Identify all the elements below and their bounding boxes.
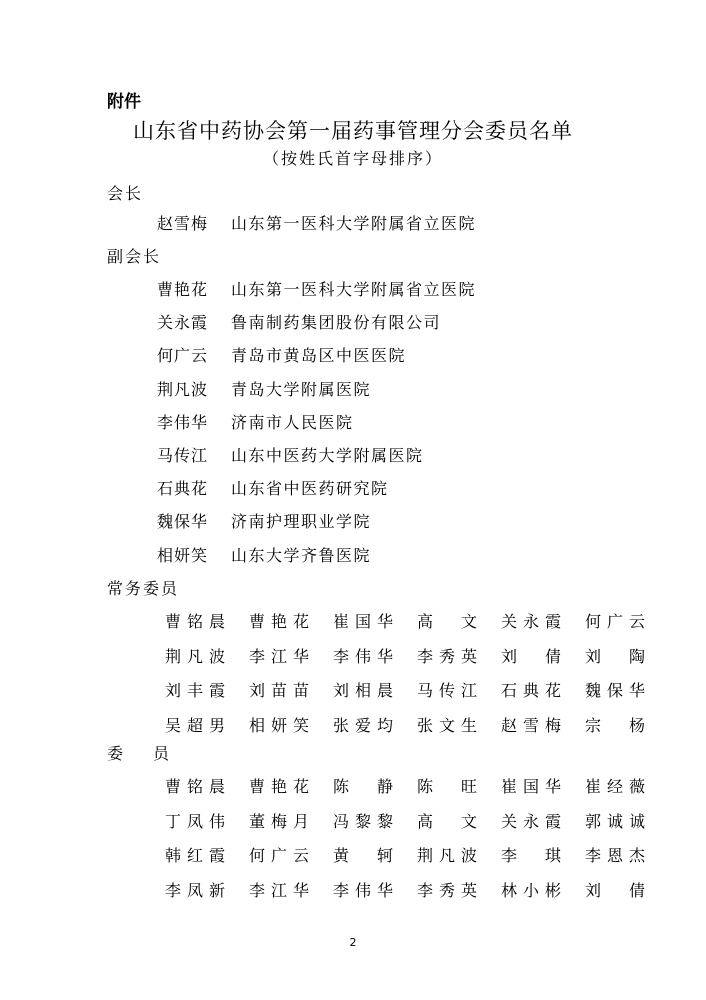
- standing-member-row: [165, 715, 645, 737]
- section-title-president: 会长: [107, 184, 144, 203]
- member-row: [165, 845, 645, 867]
- member-row: [165, 880, 645, 902]
- member-name: 董梅月: [249, 811, 309, 831]
- member-name: 郭诚诚: [585, 811, 645, 831]
- member-name: 李恩杰: [585, 846, 645, 865]
- member-name: 张文生: [417, 715, 477, 735]
- vice-president-entry: [157, 279, 476, 301]
- person-name: 石典花: [157, 479, 209, 499]
- person-organization: 山东中医药大学附属医院: [231, 446, 424, 465]
- person-organization: 鲁南制药集团股份有限公司: [231, 313, 442, 333]
- attachment-label: 附件: [107, 92, 141, 112]
- page-title: 山东省中药协会第一届药事管理分会委员名单: [133, 119, 573, 143]
- member-name: 关永霞: [501, 612, 561, 631]
- member-name: 崔国华: [501, 777, 561, 796]
- member-name: 相妍笑: [249, 715, 309, 735]
- member-name: 曹艳花: [249, 777, 309, 796]
- member-name: 魏保华: [585, 681, 645, 700]
- person-organization: 青岛大学附属医院: [231, 379, 372, 399]
- standing-member-row: [165, 680, 645, 702]
- member-name: 李江华: [249, 646, 309, 666]
- person-name: 荆凡波: [157, 379, 209, 399]
- person-name: 赵雪梅: [157, 214, 209, 233]
- member-name: 李琪: [501, 846, 561, 865]
- member-name: 黄轲: [333, 846, 393, 865]
- member-name: 赵雪梅: [501, 715, 561, 735]
- person-organization: 山东大学齐鲁医院: [231, 545, 372, 565]
- member-name: 刘倩: [501, 646, 561, 666]
- vice-president-entry: [157, 379, 371, 401]
- member-name: 林小彬: [501, 880, 561, 900]
- member-name: 冯黎黎: [333, 811, 393, 831]
- vice-president-entry: [157, 545, 371, 567]
- vice-president-entry: [157, 312, 441, 334]
- page-number: 2: [349, 936, 357, 949]
- member-row: [165, 776, 645, 798]
- member-name: 石典花: [501, 681, 561, 700]
- member-name: 李凤新: [165, 880, 225, 900]
- member-name: 宗杨: [585, 715, 645, 735]
- person-organization: 济南市人民医院: [231, 412, 354, 432]
- member-name: 张爱均: [333, 715, 393, 735]
- member-row: [165, 811, 645, 833]
- person-name: 马传江: [157, 446, 209, 465]
- member-name: 李秀英: [417, 880, 477, 900]
- member-name: 刘倩: [585, 880, 645, 900]
- member-name: 丁凤伟: [165, 811, 225, 831]
- member-name: 曹铭晨: [165, 612, 225, 631]
- member-name: 李江华: [249, 880, 309, 900]
- vice-president-entry: [157, 445, 424, 467]
- member-name: 荆凡波: [165, 646, 225, 666]
- person-name: 曹艳花: [157, 280, 209, 299]
- standing-member-row: [165, 646, 645, 668]
- standing-member-row: [165, 611, 645, 633]
- person-name: 何广云: [157, 346, 209, 366]
- person-organization: 青岛市黄岛区中医医院: [231, 346, 407, 366]
- member-name: 曹铭晨: [165, 777, 225, 796]
- member-name: 刘陶: [585, 646, 645, 666]
- vice-president-entry: [157, 412, 354, 434]
- vice-president-entry: [157, 511, 371, 533]
- member-name: 陈旺: [417, 777, 477, 796]
- person-organization: 山东省中医药研究院: [231, 479, 389, 499]
- member-name: 刘丰霞: [165, 681, 225, 700]
- member-name: 高文: [417, 612, 477, 631]
- member-name: 崔国华: [333, 612, 393, 631]
- member-name: 何广云: [585, 612, 645, 631]
- member-name: 韩红霞: [165, 846, 225, 865]
- member-name: 曹艳花: [249, 612, 309, 631]
- person-name: 相妍笑: [157, 545, 209, 565]
- page-subtitle: （按姓氏首字母排序）: [262, 149, 443, 168]
- member-name: 李伟华: [333, 646, 393, 666]
- person-name: 李伟华: [157, 412, 209, 432]
- vice-president-entry: [157, 345, 406, 367]
- member-name: 荆凡波: [417, 846, 477, 865]
- member-name: 崔经薇: [585, 777, 645, 796]
- member-name: 刘相晨: [333, 681, 393, 700]
- member-name: 陈静: [333, 777, 393, 796]
- person-organization: 山东第一医科大学附属省立医院: [231, 280, 477, 299]
- section-title-members: 委员: [107, 744, 200, 763]
- person-name: 关永霞: [157, 313, 209, 333]
- person-organization: 山东第一医科大学附属省立医院: [231, 214, 477, 233]
- member-name: 李秀英: [417, 646, 477, 666]
- member-name: 李伟华: [333, 880, 393, 900]
- member-name: 何广云: [249, 846, 309, 865]
- member-name: 高文: [417, 811, 477, 831]
- president-entry: [157, 213, 476, 235]
- section-title-vice-presidents: 副会长: [107, 247, 162, 266]
- member-name: 吴超男: [165, 715, 225, 735]
- member-name: 关永霞: [501, 811, 561, 831]
- member-name: 马传江: [417, 681, 477, 700]
- section-title-standing-members: 常务委员: [107, 579, 180, 598]
- vice-president-entry: [157, 478, 389, 500]
- member-name: 刘苗苗: [249, 681, 309, 700]
- person-organization: 济南护理职业学院: [231, 512, 372, 532]
- person-name: 魏保华: [157, 512, 209, 532]
